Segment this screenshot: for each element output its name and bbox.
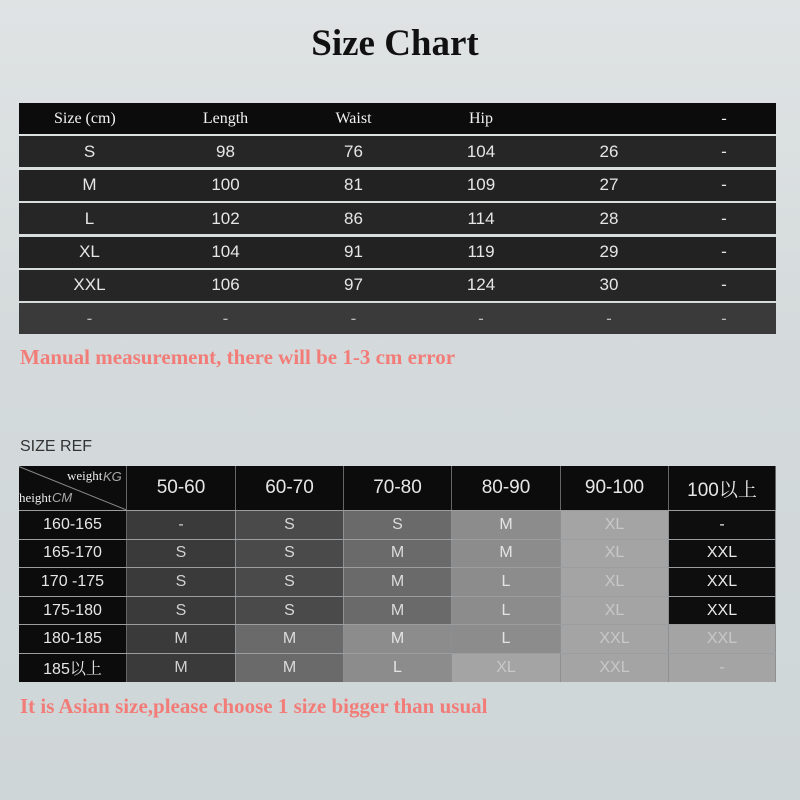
size-ref-cell: L — [344, 654, 452, 682]
corner-weight-label: weight — [67, 468, 103, 483]
size-ref-cell: XXL — [669, 597, 776, 625]
measurement-cell: 114 — [467, 208, 495, 228]
measurement-cell: 28 — [599, 208, 619, 228]
size-ref-cell: XXL — [669, 540, 776, 568]
size-ref-cell: XXL — [561, 625, 669, 653]
measurement-cell: 97 — [344, 275, 363, 295]
measurement-cell: - — [86, 308, 93, 328]
size-ref-cell: M — [344, 625, 452, 653]
size-ref-row — [19, 539, 776, 568]
measurement-row — [19, 136, 776, 167]
height-label: 175-180 — [19, 597, 127, 625]
measurement-row — [19, 270, 776, 301]
measurement-cell: XL — [79, 242, 100, 262]
size-ref-cell: XXL — [669, 568, 776, 596]
size-ref-cell: S — [236, 540, 344, 568]
corner-kg-label: KG — [103, 469, 122, 484]
measurement-cell: 76 — [344, 141, 363, 161]
measurement-table — [19, 103, 776, 337]
measurement-cell: L — [84, 208, 95, 228]
measurement-cell: - — [721, 275, 727, 295]
size-ref-cell: - — [669, 654, 776, 682]
size-ref-cell: S — [236, 597, 344, 625]
measurement-row — [19, 303, 776, 334]
measurement-cell: 104 — [211, 242, 240, 262]
size-ref-cell: - — [127, 511, 236, 539]
measurement-cell: M — [82, 175, 97, 195]
measurement-cell: 30 — [599, 275, 619, 295]
size-ref-cell: M — [452, 511, 561, 539]
size-ref-cell: L — [452, 568, 561, 596]
height-label: 170 -175 — [19, 568, 127, 596]
height-label: 185以上 — [19, 654, 127, 682]
measurement-cell: 124 — [466, 275, 496, 295]
measurement-cell: 100 — [211, 175, 240, 195]
header-length: Length — [202, 109, 249, 127]
size-ref-row — [19, 567, 776, 596]
size-ref-cell: S — [344, 511, 452, 539]
measurement-cell: 29 — [599, 242, 619, 262]
height-label: 180-185 — [19, 625, 127, 653]
measurement-row — [19, 170, 776, 201]
measurement-cell: - — [721, 141, 727, 161]
size-ref-cell: M — [236, 654, 344, 682]
size-ref-corner — [19, 466, 127, 510]
measurement-cell: - — [350, 308, 357, 328]
measurement-cell: 81 — [344, 175, 363, 195]
header-waist: Waist — [335, 109, 372, 127]
size-ref-cell: S — [127, 597, 236, 625]
size-ref-cell: XL — [452, 654, 561, 682]
height-label: 160-165 — [19, 511, 127, 539]
size-ref-cell: XL — [561, 597, 669, 625]
size-ref-row — [19, 510, 776, 539]
header-hip: Hip — [469, 109, 493, 127]
measurement-cell: - — [721, 208, 727, 228]
size-ref-row — [19, 596, 776, 625]
size-ref-table — [19, 466, 776, 682]
header-size: Size (cm) — [54, 109, 116, 127]
corner-cm-label: CM — [52, 490, 73, 505]
size-ref-cell: S — [127, 568, 236, 596]
measurement-cell: S — [83, 141, 96, 161]
measurement-cell: - — [721, 308, 727, 328]
measurement-row — [19, 237, 776, 268]
measurement-cell: 104 — [466, 141, 496, 161]
size-ref-cell: M — [344, 568, 452, 596]
weight-header: 90-100 — [561, 466, 669, 510]
size-ref-cell: S — [127, 540, 236, 568]
size-ref-cell: M — [127, 625, 236, 653]
measurement-cell: 119 — [467, 242, 495, 262]
measurement-cell: - — [721, 175, 727, 195]
size-ref-cell: XXL — [561, 654, 669, 682]
measurement-row — [19, 203, 776, 234]
measurement-cell: XXL — [73, 275, 106, 295]
size-ref-label: SIZE REF — [20, 438, 93, 455]
weight-header: 70-80 — [344, 466, 452, 510]
measurement-error-note: Manual measurement, there will be 1-3 cm error — [20, 345, 456, 369]
size-ref-cell: M — [127, 654, 236, 682]
weight-header: 100以上 — [669, 466, 776, 510]
measurement-cell: 91 — [344, 242, 363, 262]
measurement-cell: 86 — [344, 208, 363, 228]
size-ref-header-row — [19, 466, 776, 510]
size-ref-cell: M — [344, 540, 452, 568]
weight-header: 80-90 — [452, 466, 561, 510]
measurement-cell: 27 — [599, 175, 619, 195]
size-ref-cell: XL — [561, 511, 669, 539]
measurement-cell: 102 — [211, 208, 240, 228]
measurement-cell: - — [222, 308, 229, 328]
size-ref-cell: XL — [561, 540, 669, 568]
measurement-cell: 26 — [599, 141, 619, 161]
weight-header: 60-70 — [236, 466, 344, 510]
size-ref-cell: M — [452, 540, 561, 568]
size-ref-cell: L — [452, 597, 561, 625]
size-ref-cell: M — [344, 597, 452, 625]
size-ref-cell: - — [669, 511, 776, 539]
size-ref-cell: S — [236, 568, 344, 596]
size-ref-cell: M — [236, 625, 344, 653]
measurement-cell: - — [606, 308, 612, 328]
size-ref-cell: S — [236, 511, 344, 539]
size-ref-cell: L — [452, 625, 561, 653]
header-col6: - — [721, 109, 727, 127]
measurement-cell: 106 — [211, 275, 240, 295]
measurement-cell: - — [478, 308, 484, 328]
size-ref-row — [19, 624, 776, 653]
corner-height-label: height — [19, 490, 52, 505]
page-title: Size Chart — [311, 23, 479, 64]
size-ref-cell: XL — [561, 568, 669, 596]
measurement-cell: - — [721, 242, 727, 262]
measurement-header-row — [19, 103, 776, 134]
weight-header: 50-60 — [127, 466, 236, 510]
asian-size-note: It is Asian size,please choose 1 size bigger than usual — [20, 694, 488, 718]
measurement-cell: 98 — [216, 141, 235, 161]
height-label: 165-170 — [19, 540, 127, 568]
size-ref-row — [19, 653, 776, 682]
size-ref-cell: XXL — [669, 625, 776, 653]
measurement-cell: 109 — [466, 175, 496, 195]
